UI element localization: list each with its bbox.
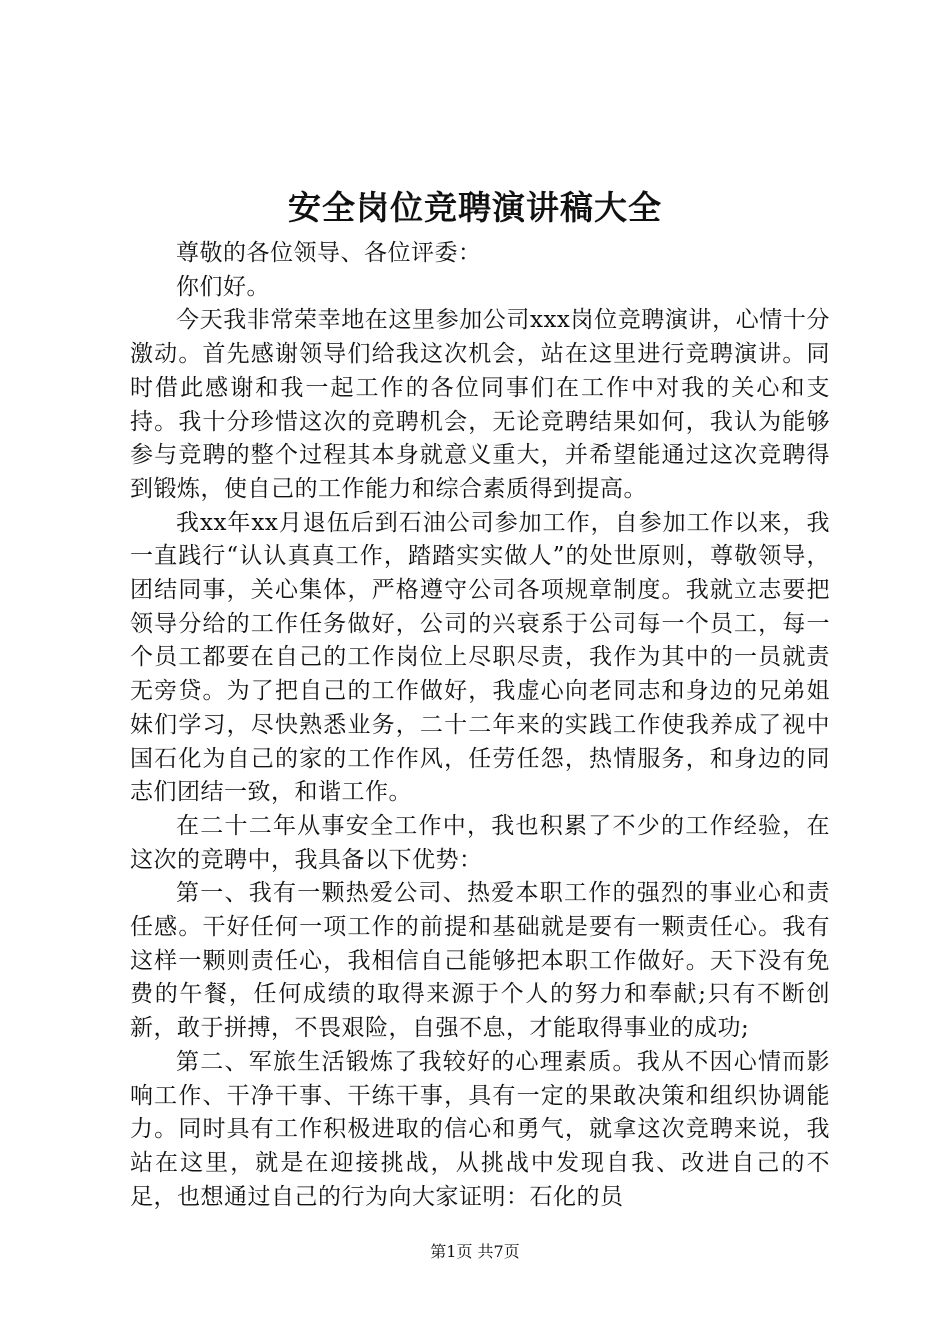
paragraph: 今天我非常荣幸地在这里参加公司xxx岗位竞聘演讲，心情十分激动。首先感谢领导们给我这次机会，站在这里进行竞聘演讲。同时借此感谢和我一起工作的各位同事们在工作中对我的关心和支持。我十分珍惜这次的竞聘机会，无论竞聘结果如何，我认为能够参与竞聘的整个过程其本身就意义重大，并希望能通过这次竞聘得到锻炼，使自己的工作能力和综合素质得到提高。 <box>130 307 830 502</box>
greeting: 你们好。 <box>176 273 270 300</box>
paragraph: 第一、我有一颗热爱公司、热爱本职工作的强烈的事业心和责任感。干好任何一项工作的前提和基础就是要有一颗责任心。我有这样一颗则责任心，我相信自己能够把本职工作做好。天下没有免费的午餐，任何成绩的取得来源于个人的努力和奉献;只有不断创新，敢于拼搏，不畏艰险，自强不息，才能取得事业的成功; <box>130 880 830 1042</box>
salutation: 尊敬的各位领导、各位评委： <box>176 240 482 266</box>
page-number-footer: 第1页 共7页 <box>430 1242 520 1261</box>
document-body <box>130 237 830 1214</box>
document-title: 安全岗位竞聘演讲稿大全 <box>288 188 662 227</box>
paragraph: 在二十二年从事安全工作中，我也积累了不少的工作经验，在这次的竞聘中，我具备以下优势： <box>130 812 830 873</box>
paragraph: 我xx年xx月退伍后到石油公司参加工作，自参加工作以来，我一直践行“认认真真工作，踏踏实实做人”的处世原则，尊敬领导，团结同事，关心集体，严格遵守公司各项规章制度。我就立志要把领导分给的工作任务做好，公司的兴衰系于公司每一个员工，每一个员工都要在自己的工作岗位上尽职尽责，我作为其中的一员就责无旁贷。为了把自己的工作做好，我虚心向老同志和身边的兄弟姐妹们学习，尽快熟悉业务，二十二年来的实践工作使我养成了视中国石化为自己的家的工作作风，任劳任怨，热情服务，和身边的同志们团结一致，和谐工作。 <box>130 509 830 806</box>
paragraph: 第二、军旅生活锻炼了我较好的心理素质。我从不因心情而影响工作、干净干事、干练干事，具有一定的果敢决策和组织协调能力。同时具有工作积极进取的信心和勇气，就拿这次竞聘来说，我站在这里，就是在迎接挑战，从挑战中发现自我、改进自己的不足，也想通过自己的行为向大家证明：石化的员 <box>130 1048 830 1210</box>
